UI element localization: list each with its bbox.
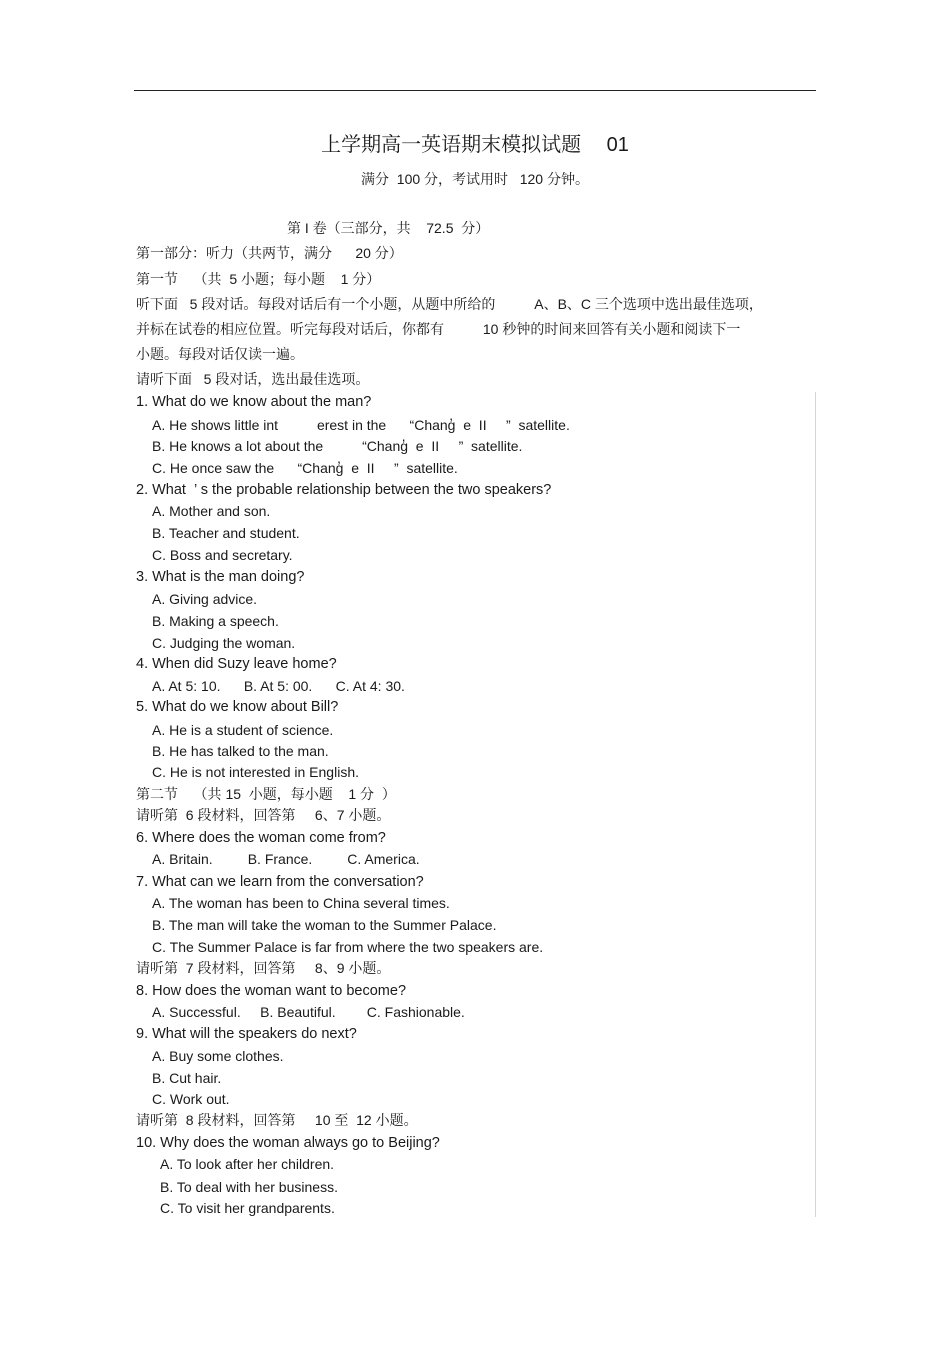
option-2b: B. Teacher and student. (152, 525, 300, 541)
option-10c: C. To visit her grandparents. (160, 1200, 335, 1216)
option-1a: A. He shows little int erest in the “Chang̓ e II ” satellite. (152, 417, 570, 433)
instruction-line: 小题。每段对话仅读一遍。 (136, 346, 304, 362)
option-5c: C. He is not interested in English. (152, 764, 359, 780)
option-10b: B. To deal with her business. (160, 1179, 338, 1195)
option-3b: B. Making a speech. (152, 613, 279, 629)
question-1: 1. What do we know about the man? (136, 394, 372, 410)
option-4-row: A. At 5: 10. B. At 5: 00. C. At 4: 30. (152, 678, 405, 694)
option-6-row: A. Britain. B. France. C. America. (152, 851, 420, 867)
part-heading: 第一部分：听力（共两节，满分 20 分） (136, 245, 403, 261)
option-9a: A. Buy some clothes. (152, 1048, 284, 1064)
question-2: 2. What ’ s the probable relationship between the two speakers? (136, 482, 552, 498)
question-5: 5. What do we know about Bill? (136, 699, 339, 715)
material-prompt-6-7: 请听第 6 段材料，回答第 6、7 小题。 (136, 807, 391, 823)
instruction-line: 听下面 5 段对话。每段对话后有一个小题，从题中所给的 A、B、C 三个选项中选出最佳选项， (136, 296, 763, 312)
option-1c: C. He once saw the “Chang̓ e II ” satellite. (152, 460, 458, 476)
option-5a: A. He is a student of science. (152, 722, 334, 738)
option-2a: A. Mother and son. (152, 503, 271, 519)
question-4: 4. When did Suzy leave home? (136, 656, 337, 672)
option-5b: B. He has talked to the man. (152, 743, 329, 759)
material-prompt-8-9: 请听第 7 段材料，回答第 8、9 小题。 (136, 960, 391, 976)
question-7: 7. What can we learn from the conversation? (136, 874, 424, 890)
option-1b: B. He knows a lot about the “Chang̓ e II ” satellite. (152, 438, 523, 454)
option-3a: A. Giving advice. (152, 591, 258, 607)
question-10: 10. Why does the woman always go to Beijing? (136, 1135, 440, 1151)
option-3c: C. Judging the woman. (152, 635, 296, 651)
option-9c: C. Work out. (152, 1091, 230, 1107)
question-6: 6. Where does the woman come from? (136, 830, 386, 846)
score-time-note: 满分 100 分，考试用时 120 分钟。 (361, 171, 589, 187)
listen-prompt: 请听下面 5 段对话，选出最佳选项。 (136, 371, 370, 387)
option-8-row: A. Successful. B. Beautiful. C. Fashionable. (152, 1004, 465, 1020)
question-9: 9. What will the speakers do next? (136, 1026, 357, 1042)
top-rule (134, 90, 816, 91)
section2-heading: 第二节 （共 15 小题，每小题 1 分 ） (136, 786, 396, 802)
option-7a: A. The woman has been to China several times. (152, 895, 450, 911)
material-prompt-10-12: 请听第 8 段材料，回答第 10 至 12 小题。 (136, 1112, 418, 1128)
option-2c: C. Boss and secretary. (152, 547, 293, 563)
option-10a: A. To look after her children. (160, 1156, 335, 1172)
instruction-line: 并标在试卷的相应位置。听完每段对话后，你都有 10 秒钟的时间来回答有关小题和阅读下一 (136, 321, 741, 337)
page-title: 上学期高一英语期末模拟试题 01 (321, 134, 629, 156)
volume-heading: 第 I 卷（三部分，共 72.5 分） (287, 220, 490, 236)
question-3: 3. What is the man doing? (136, 569, 305, 585)
margin-rule (815, 392, 816, 1217)
option-9b: B. Cut hair. (152, 1070, 222, 1086)
option-7b: B. The man will take the woman to the Summer Palace. (152, 917, 497, 933)
section1-heading: 第一节 （共 5 小题；每小题 1 分） (136, 271, 381, 287)
question-8: 8. How does the woman want to become? (136, 983, 407, 999)
option-7c: C. The Summer Palace is far from where the two speakers are. (152, 939, 544, 955)
